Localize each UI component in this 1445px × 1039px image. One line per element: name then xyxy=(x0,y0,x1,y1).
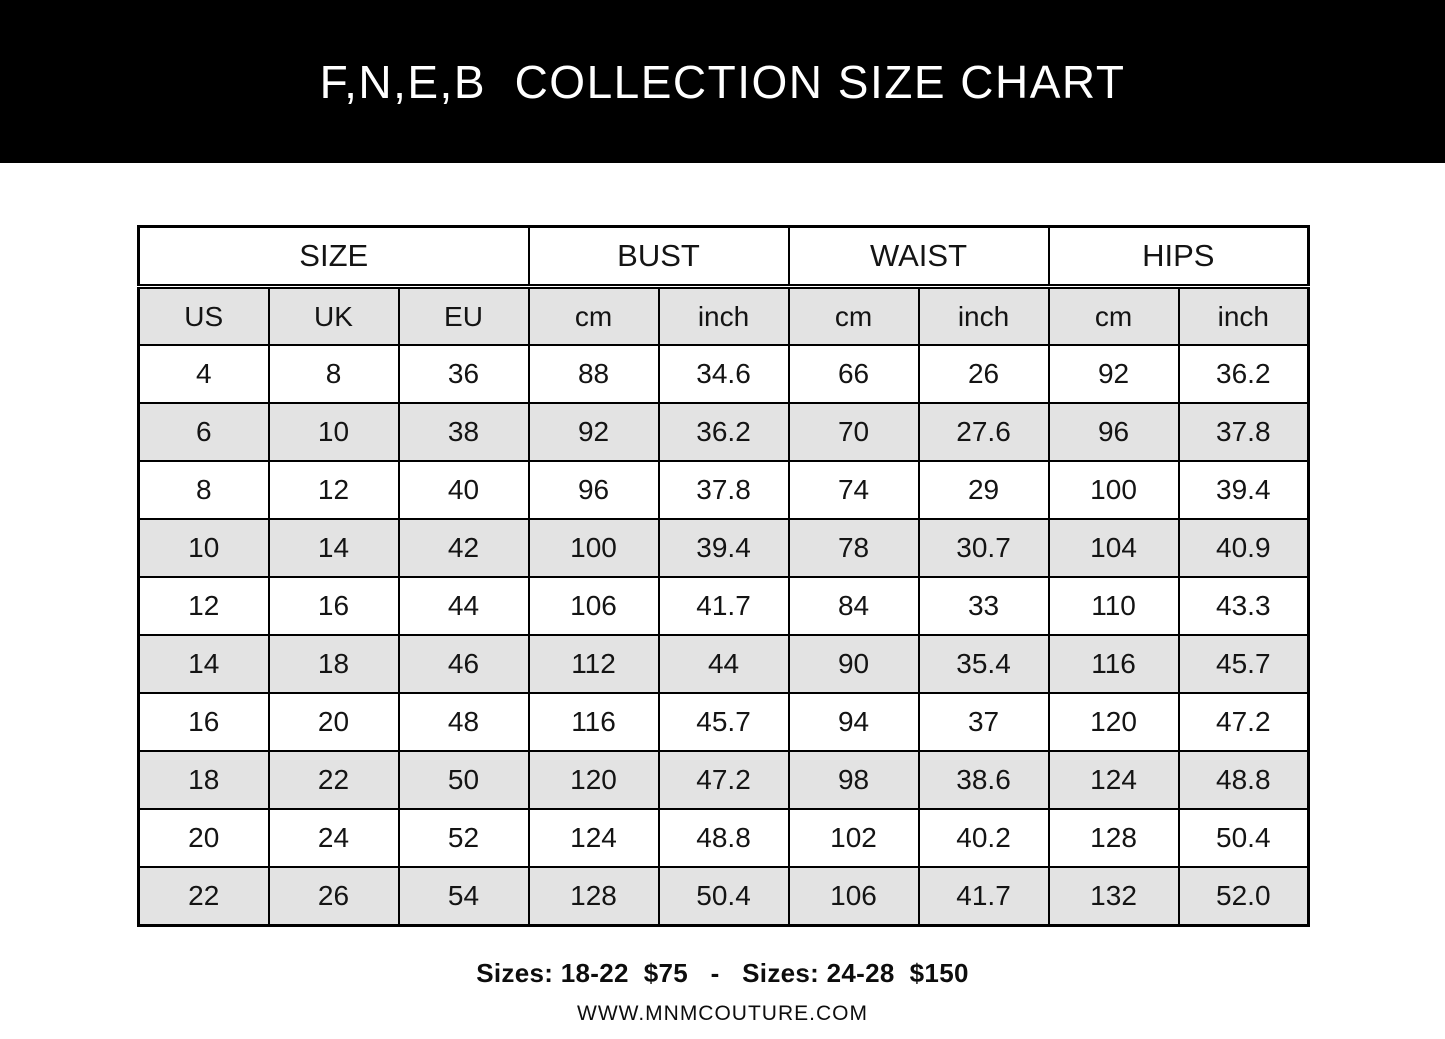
table-cell: 94 xyxy=(789,693,919,751)
table-cell: 34.6 xyxy=(659,345,789,403)
table-cell: 4 xyxy=(139,345,269,403)
table-cell: 45.7 xyxy=(1179,635,1309,693)
table-cell: 46 xyxy=(399,635,529,693)
table-row xyxy=(139,867,1309,926)
column-header-waist-inch: inch xyxy=(919,287,1049,346)
table-cell: 20 xyxy=(269,693,399,751)
table-cell: 33 xyxy=(919,577,1049,635)
table-cell: 78 xyxy=(789,519,919,577)
table-cell: 40 xyxy=(399,461,529,519)
website-url: WWW.MNMCOUTURE.COM xyxy=(577,1002,868,1025)
table-cell: 106 xyxy=(789,867,919,926)
table-cell: 96 xyxy=(529,461,659,519)
table-cell: 66 xyxy=(789,345,919,403)
table-cell: 16 xyxy=(139,693,269,751)
table-cell: 54 xyxy=(399,867,529,926)
table-row xyxy=(139,519,1309,577)
table-cell: 26 xyxy=(269,867,399,926)
table-cell: 98 xyxy=(789,751,919,809)
table-cell: 41.7 xyxy=(659,577,789,635)
table-cell: 36.2 xyxy=(1179,345,1309,403)
table-cell: 39.4 xyxy=(659,519,789,577)
table-cell: 132 xyxy=(1049,867,1179,926)
table-row xyxy=(139,635,1309,693)
table-row xyxy=(139,809,1309,867)
table-row xyxy=(139,461,1309,519)
table-cell: 6 xyxy=(139,403,269,461)
table-cell: 120 xyxy=(529,751,659,809)
table-cell: 45.7 xyxy=(659,693,789,751)
table-cell: 106 xyxy=(529,577,659,635)
table-cell: 22 xyxy=(139,867,269,926)
table-cell: 124 xyxy=(529,809,659,867)
table-cell: 52.0 xyxy=(1179,867,1309,926)
table-cell: 128 xyxy=(1049,809,1179,867)
table-cell: 29 xyxy=(919,461,1049,519)
column-header-bust-inch: inch xyxy=(659,287,789,346)
table-cell: 110 xyxy=(1049,577,1179,635)
title-bar xyxy=(0,0,1445,163)
table-row xyxy=(139,403,1309,461)
table-cell: 44 xyxy=(659,635,789,693)
table-cell: 96 xyxy=(1049,403,1179,461)
table-cell: 40.2 xyxy=(919,809,1049,867)
table-cell: 16 xyxy=(269,577,399,635)
table-cell: 47.2 xyxy=(659,751,789,809)
table-row xyxy=(139,693,1309,751)
table-cell: 40.9 xyxy=(1179,519,1309,577)
table-cell: 88 xyxy=(529,345,659,403)
pricing-note: Sizes: 18-22 $75 - Sizes: 24-28 $150 xyxy=(476,958,969,988)
table-cell: 100 xyxy=(529,519,659,577)
table-row xyxy=(139,577,1309,635)
table-cell: 39.4 xyxy=(1179,461,1309,519)
column-header-us: US xyxy=(139,287,269,346)
table-cell: 84 xyxy=(789,577,919,635)
column-header-waist-cm: cm xyxy=(789,287,919,346)
table-cell: 8 xyxy=(269,345,399,403)
table-cell: 48 xyxy=(399,693,529,751)
table-cell: 27.6 xyxy=(919,403,1049,461)
column-header-row xyxy=(139,287,1309,346)
table-cell: 50 xyxy=(399,751,529,809)
table-cell: 92 xyxy=(1049,345,1179,403)
size-chart-container xyxy=(137,225,1445,927)
table-cell: 116 xyxy=(1049,635,1179,693)
group-header-size: SIZE xyxy=(139,227,529,287)
table-row xyxy=(139,751,1309,809)
table-cell: 14 xyxy=(139,635,269,693)
table-cell: 35.4 xyxy=(919,635,1049,693)
table-cell: 92 xyxy=(529,403,659,461)
table-cell: 43.3 xyxy=(1179,577,1309,635)
table-cell: 44 xyxy=(399,577,529,635)
table-cell: 36 xyxy=(399,345,529,403)
table-cell: 90 xyxy=(789,635,919,693)
table-cell: 12 xyxy=(269,461,399,519)
table-cell: 104 xyxy=(1049,519,1179,577)
table-cell: 47.2 xyxy=(1179,693,1309,751)
table-cell: 120 xyxy=(1049,693,1179,751)
table-cell: 10 xyxy=(139,519,269,577)
table-cell: 116 xyxy=(529,693,659,751)
table-cell: 8 xyxy=(139,461,269,519)
table-cell: 14 xyxy=(269,519,399,577)
table-cell: 20 xyxy=(139,809,269,867)
table-cell: 22 xyxy=(269,751,399,809)
group-header-bust: BUST xyxy=(529,227,789,287)
group-header-waist: WAIST xyxy=(789,227,1049,287)
table-cell: 74 xyxy=(789,461,919,519)
group-header-row xyxy=(139,227,1309,287)
table-cell: 48.8 xyxy=(1179,751,1309,809)
table-cell: 124 xyxy=(1049,751,1179,809)
table-cell: 52 xyxy=(399,809,529,867)
table-cell: 50.4 xyxy=(1179,809,1309,867)
table-cell: 38.6 xyxy=(919,751,1049,809)
column-header-eu: EU xyxy=(399,287,529,346)
column-header-bust-cm: cm xyxy=(529,287,659,346)
table-cell: 102 xyxy=(789,809,919,867)
table-cell: 10 xyxy=(269,403,399,461)
table-cell: 37 xyxy=(919,693,1049,751)
table-cell: 42 xyxy=(399,519,529,577)
table-row xyxy=(139,345,1309,403)
size-chart-table xyxy=(137,225,1310,927)
table-head xyxy=(139,227,1309,346)
page-title: F,N,E,B COLLECTION SIZE CHART xyxy=(319,55,1126,108)
table-cell: 70 xyxy=(789,403,919,461)
table-cell: 38 xyxy=(399,403,529,461)
table-cell: 48.8 xyxy=(659,809,789,867)
table-cell: 30.7 xyxy=(919,519,1049,577)
column-header-hips-inch: inch xyxy=(1179,287,1309,346)
table-cell: 36.2 xyxy=(659,403,789,461)
table-cell: 50.4 xyxy=(659,867,789,926)
table-cell: 100 xyxy=(1049,461,1179,519)
footer xyxy=(0,958,1445,1026)
table-cell: 18 xyxy=(139,751,269,809)
table-cell: 37.8 xyxy=(1179,403,1309,461)
table-cell: 12 xyxy=(139,577,269,635)
table-body xyxy=(139,345,1309,926)
table-cell: 41.7 xyxy=(919,867,1049,926)
table-cell: 112 xyxy=(529,635,659,693)
table-cell: 37.8 xyxy=(659,461,789,519)
table-cell: 128 xyxy=(529,867,659,926)
column-header-uk: UK xyxy=(269,287,399,346)
table-cell: 18 xyxy=(269,635,399,693)
table-cell: 24 xyxy=(269,809,399,867)
column-header-hips-cm: cm xyxy=(1049,287,1179,346)
group-header-hips: HIPS xyxy=(1049,227,1309,287)
table-cell: 26 xyxy=(919,345,1049,403)
